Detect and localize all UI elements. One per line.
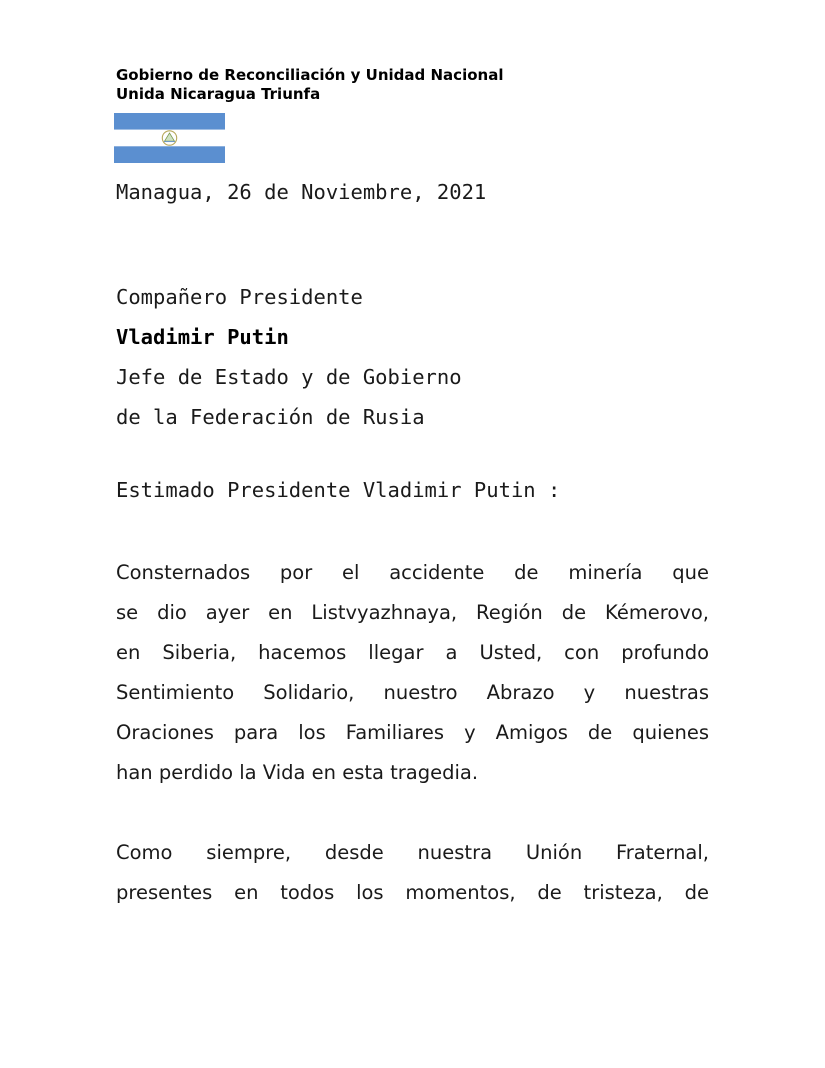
paragraph-line: Oraciones para los Familiares y Amigos de quienes [116,721,709,744]
addressee-name: Vladimir Putin [116,325,289,349]
body-paragraph-2 [116,833,709,913]
paragraph-line: han perdido la Vida en esta tragedia. [116,761,479,784]
salutation: Estimado Presidente Vladimir Putin : [116,478,561,502]
letterhead [116,66,503,104]
paragraph-line: se dio ayer en Listvyazhnaya, Región de Kémerovo, [116,601,709,624]
letterhead-slogan: Unida Nicaragua Triunfa [116,85,321,103]
body-paragraph-1 [116,553,709,793]
letter-date: Managua, 26 de Noviembre, 2021 [116,180,487,204]
paragraph-line: en Siberia, hacemos llegar a Usted, con profundo [116,641,709,664]
addressee-title: Compañero Presidente [116,285,363,309]
paragraph-line: presentes en todos los momentos, de tristeza, de [116,881,709,904]
paragraph-line: Como siempre, desde nuestra Unión Fraternal, [116,841,709,864]
nicaragua-flag-icon [114,113,225,163]
addressee-role-line-2: de la Federación de Rusia [116,405,425,429]
paragraph-line: Sentimiento Solidario, nuestro Abrazo y nuestras [116,681,709,704]
paragraph-line: Consternados por el accidente de minería que [116,561,709,584]
letterhead-government-name: Gobierno de Reconciliación y Unidad Nacional [116,66,504,84]
addressee-role-line-1: Jefe de Estado y de Gobierno [116,365,462,389]
addressee-block [116,277,462,437]
